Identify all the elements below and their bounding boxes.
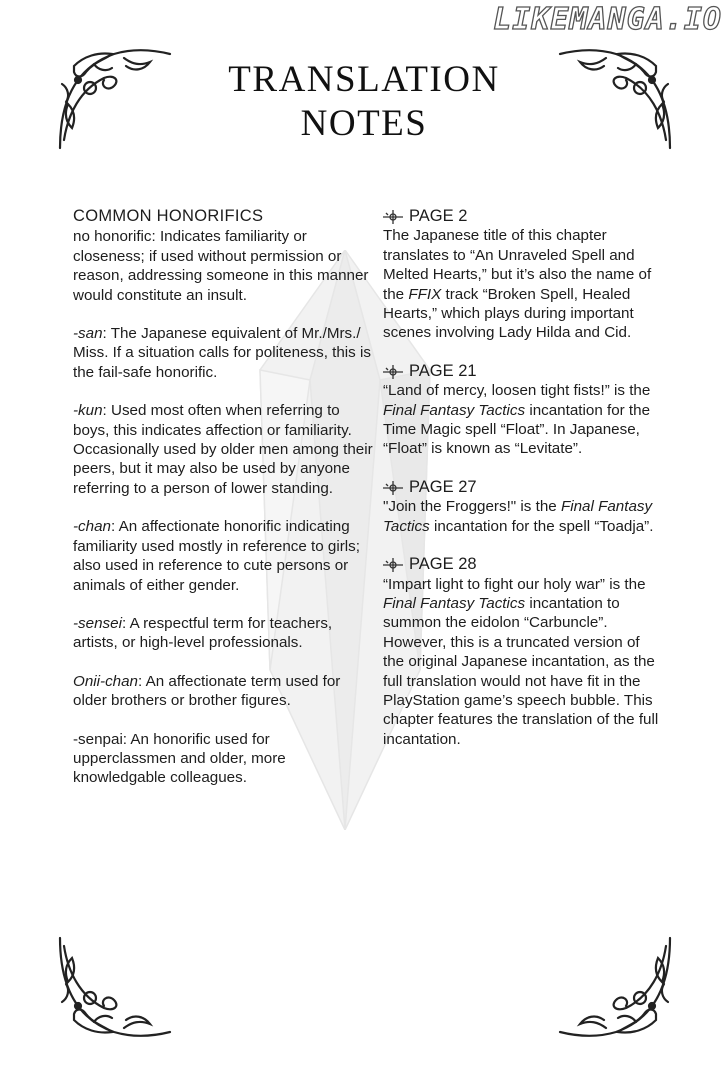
note-text: The Japanese title of this chapter translates to “An Unraveled Spell and Melted Hearts,” but it’s also the name of the xyxy=(383,227,652,303)
note-body xyxy=(383,497,663,536)
note-heading xyxy=(383,207,663,226)
notes-column xyxy=(383,207,663,768)
note-title-italic: Final Fantasy Tactics xyxy=(383,498,653,535)
honorific-term: -sensei xyxy=(73,614,122,632)
honorifics-heading: COMMON HONORIFICS xyxy=(73,207,264,225)
title-line-1: TRANSLATION xyxy=(228,59,500,100)
note-title-italic: FFIX xyxy=(408,285,442,303)
note-page-label: PAGE 21 xyxy=(409,361,477,380)
honorific-text: : The Japanese equivalent of Mr./Mrs./ Miss. If a situation calls for politeness, this is the fail-safe honorific. xyxy=(73,325,371,381)
note-text: “Land of mercy, loosen tight fists!” is the xyxy=(383,382,651,400)
note-text: incantation for the Time Magic spell “Float”. In Japanese, “Float” is known as “Levitate”. xyxy=(383,401,651,458)
translation-note xyxy=(383,362,663,459)
note-heading xyxy=(383,478,663,497)
note-text: “Impart light to fight our holy war” is the xyxy=(383,575,646,593)
honorific-entry xyxy=(73,614,373,653)
site-watermark: LIKEMANGA.IO xyxy=(493,2,722,37)
translation-note xyxy=(383,207,663,343)
title-line-2: NOTES xyxy=(300,103,428,144)
honorific-entry xyxy=(73,324,373,382)
honorific-entry xyxy=(73,401,373,498)
translation-note xyxy=(383,478,663,536)
note-body xyxy=(383,226,663,342)
honorific-entry xyxy=(73,672,373,711)
note-text: incantation for the spell “Toadja”. xyxy=(429,517,654,535)
honorific-entry xyxy=(73,730,373,788)
note-page-label: PAGE 2 xyxy=(409,207,468,225)
sparkle-icon xyxy=(383,365,403,379)
note-page-label: PAGE 28 xyxy=(409,555,477,574)
honorific-text: : Used most often when referring to boys, this indicates affection or familiarity. Occasionally used by older men among their peers, but it may also be used by anyone referring to a person of lower standing. xyxy=(73,402,373,497)
honorific-text: : An affectionate honorific indicating familiarity used mostly in reference to girls; also used in reference to cute persons or animals of either gender. xyxy=(73,518,360,594)
honorific-term: -kun xyxy=(73,402,103,420)
note-body xyxy=(383,575,663,750)
page-title xyxy=(0,58,728,146)
honorific-term: -san xyxy=(73,325,103,343)
note-title-italic: Final Fantasy Tactics xyxy=(383,401,526,419)
honorifics-column xyxy=(73,207,373,807)
sparkle-icon xyxy=(383,210,403,224)
corner-ornament-bottom-right xyxy=(556,932,676,1042)
translation-note xyxy=(383,555,663,749)
honorific-text: no honorific: Indicates familiarity or closeness; if used without permission or reason, addressing someone in this manner would constitute an insult. xyxy=(73,228,369,304)
honorific-text: : An affectionate term used for older brothers or brother figures. xyxy=(73,672,341,710)
honorific-text: : A respectful term for teachers, artists, or high-level professionals. xyxy=(73,614,333,652)
sparkle-icon xyxy=(383,558,403,572)
honorific-entry xyxy=(73,517,373,595)
honorific-entry xyxy=(73,227,373,305)
note-text: track “Broken Spell, Healed Hearts,” which plays during important scenes involving Lady Hilda and Cid. xyxy=(383,285,634,342)
note-heading xyxy=(383,555,663,574)
note-body xyxy=(383,381,663,459)
note-text: "Join the Froggers!" is the xyxy=(383,498,561,516)
honorific-text: -senpai: An honorific used for upperclassmen and older, more knowledgable colleagues. xyxy=(73,730,286,787)
note-heading xyxy=(383,362,663,381)
note-title-italic: Final Fantasy Tactics xyxy=(383,594,526,612)
note-text: incantation to summon the eidolon “Carbuncle”. However, this is a truncated version of the original Japanese incantation, as the full translation would not have fit in the PlayStation game’s speech bubble. This chapter features the translation of the full incantation. xyxy=(383,594,659,748)
sparkle-icon xyxy=(383,481,403,495)
honorific-term: -chan xyxy=(73,518,111,536)
note-page-label: PAGE 27 xyxy=(409,477,477,496)
honorific-term: Onii-chan xyxy=(73,672,138,690)
corner-ornament-bottom-left xyxy=(54,932,174,1042)
